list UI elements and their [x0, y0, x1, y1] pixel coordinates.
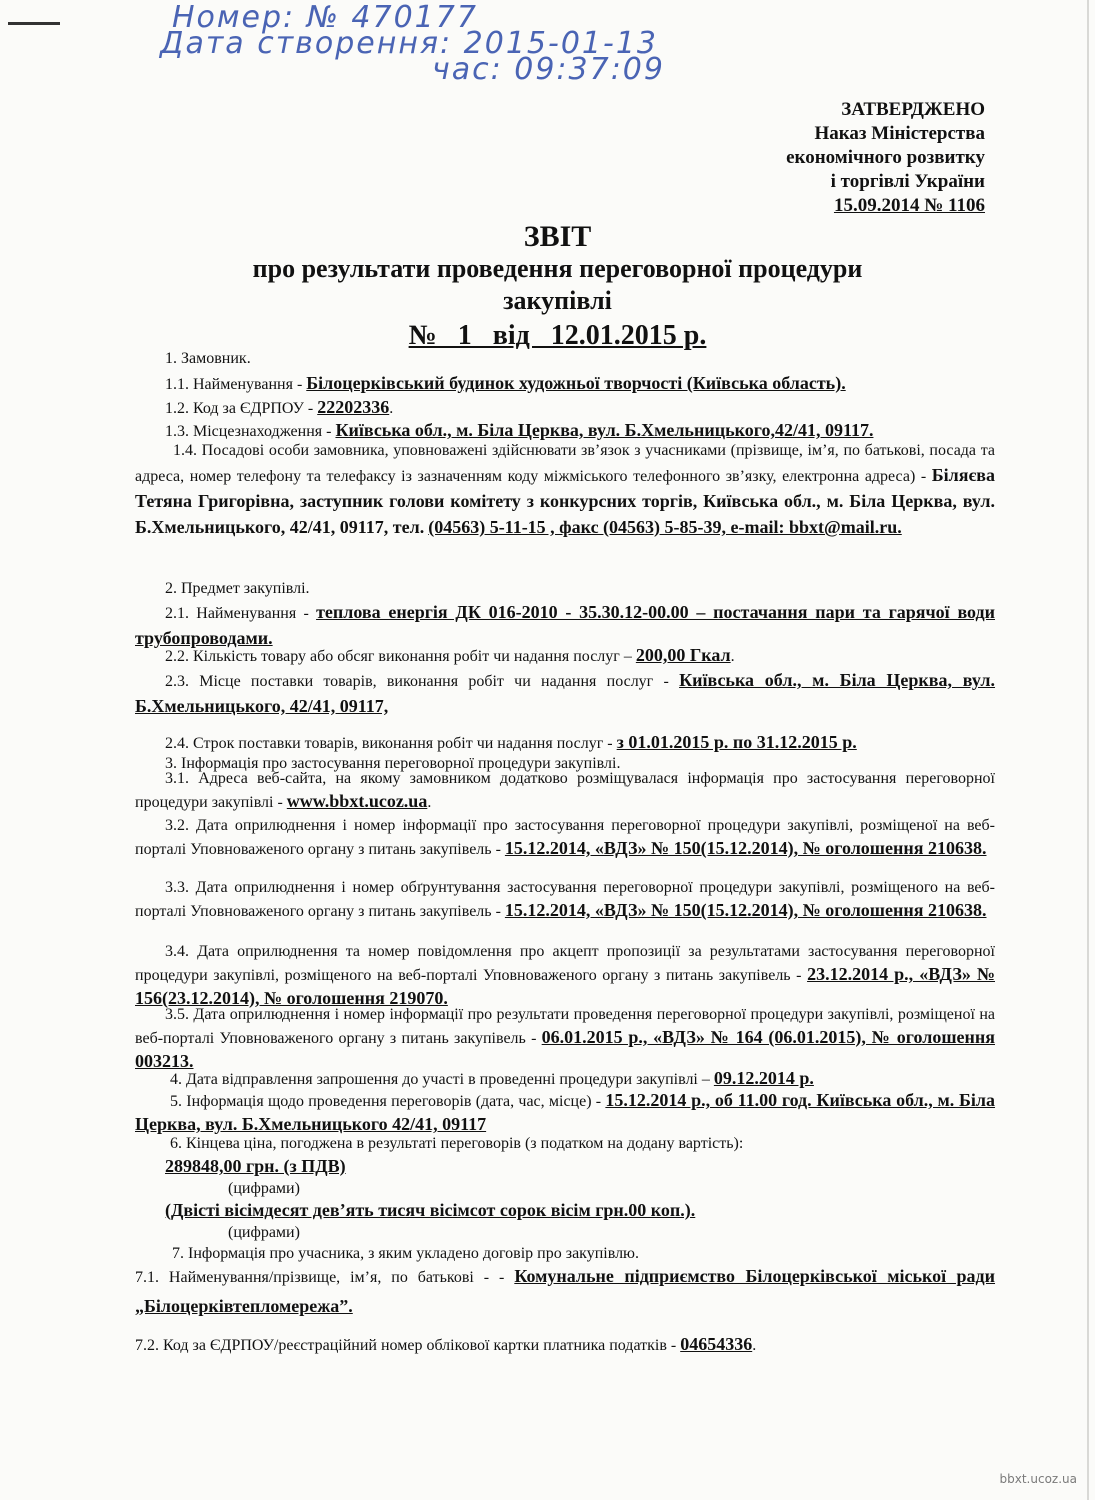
item-1-1-label: 1.1. Найменування -	[165, 376, 303, 393]
item-1-4	[135, 440, 995, 540]
report-subtitle-1: про результати проведення переговорної процедури	[252, 254, 863, 283]
item-1-1	[165, 372, 846, 396]
item-3-3	[135, 877, 995, 923]
section-6-caption-2: (цифрами)	[228, 1224, 300, 1241]
item-1-2: 1.2. Код за ЄДРПОУ - 22202336.	[165, 397, 394, 417]
section-6-label: 6. Кінцева ціна, погоджена в результаті переговорів (з податком на додану вартість):	[170, 1135, 744, 1152]
section-4-label: 4. Дата відправлення запрошення до участі в проведенні процедури закупівлі –	[170, 1071, 710, 1088]
item-7-1-value: Комунальне підприємство Білоцерківської міської ради „Білоцерківтепломережа”.	[135, 1266, 996, 1316]
item-2-1-label: 2.1. Найменування -	[165, 605, 309, 622]
section-5-value: 15.12.2014 р., об 11.00 год. Київська обл., м. Біла Церква, вул. Б.Хмельницького 42/41, 09117	[135, 1090, 996, 1134]
section-3-head: 3. Інформація про застосування переговорної процедури закупівлі.	[165, 755, 621, 772]
section-2-head: 2. Предмет закупівлі.	[165, 580, 310, 597]
section-6-amount: 289848,00 грн. (з ПДВ)	[165, 1156, 346, 1176]
item-3-2-value: 15.12.2014, «ВДЗ» № 150(15.12.2014), № оголошення 210638.	[504, 838, 987, 858]
item-3-1-label: 3.1. Адреса веб-сайта, на якому замовником додатково розміщувалася інформація про застосування переговорної процедури закупівлі -	[135, 770, 995, 811]
item-3-2-label: 3.2. Дата оприлюднення і номер інформації про застосування переговорної процедури закупівлі, розміщеної на веб-порталі Уповноваженого органу з питань закупівель -	[135, 817, 995, 858]
item-2-2: 2.2. Кількість товару або обсяг виконання робіт чи надання послуг – 200,00 Гкал.	[165, 645, 735, 665]
section-6-amount-row	[165, 1155, 346, 1179]
item-2-1-value: теплова енергія ДК 016-2010 - 35.30.12-00.00 – постачання пари та гарячої води трубопроводами.	[135, 602, 996, 648]
corner-mark	[8, 22, 60, 25]
item-1-2-value: 22202336	[317, 397, 390, 417]
approval-line-2: економічного розвитку	[786, 147, 985, 168]
item-3-4	[135, 941, 995, 1011]
item-3-1-value: www.bbxt.ucoz.ua	[286, 791, 428, 811]
approval-line-3: і торгівлі України	[830, 171, 985, 192]
item-3-5-label: 3.5. Дата оприлюднення і номер інформації про результати проведення переговорної процедури закупівлі, розміщеної на веб-порталі Уповноваженого органу з питань закупівель -	[135, 1006, 995, 1047]
item-3-3-value: 15.12.2014, «ВДЗ» № 150(15.12.2014), № оголошення 210638.	[504, 900, 987, 920]
item-3-5-value: 06.01.2015 р., «ВДЗ» № 164 (06.01.2015), № оголошення 003213.	[135, 1027, 995, 1071]
section-7-head: 7. Інформація про учасника, з яким укладено договір про закупівлю.	[172, 1245, 639, 1262]
section-1-head: 1. Замовник.	[165, 350, 251, 367]
approval-block	[786, 98, 985, 218]
item-2-3-label: 2.3. Місце поставки товарів, виконання робіт чи надання послуг -	[165, 673, 669, 690]
watermark-site: bbxt.ucoz.ua	[999, 1472, 1077, 1486]
section-6-words-row	[165, 1199, 695, 1223]
section-6-caption-1: (цифрами)	[228, 1180, 300, 1197]
approval-head: ЗАТВЕРДЖЕНО	[841, 99, 985, 120]
approval-line-1: Наказ Міністерства	[814, 123, 985, 144]
item-2-3	[135, 668, 995, 720]
report-number: № 1 від 12.01.2015 р.	[408, 320, 707, 351]
item-2-4-label: 2.4. Строк поставки товарів, виконання робіт чи надання послуг -	[165, 735, 613, 752]
item-3-3-label: 3.3. Дата оприлюднення і номер обґрунтування застосування переговорної процедури закупівлі, розміщеного на веб-порталі Уповноваженого органу з питань закупівель -	[135, 879, 995, 920]
item-1-1-value: Білоцерківський будинок художньої творчості (Київська область).	[306, 373, 846, 393]
report-title: ЗВІТ	[523, 220, 592, 253]
item-3-5	[135, 1004, 995, 1074]
item-1-3-label: 1.3. Місцезнаходження -	[165, 423, 332, 440]
item-3-2	[135, 815, 995, 861]
item-1-4-value: Біляєва Тетяна Григорівна, заступник голови комітету з конкурсних торгів, Київська обл., м. Біла Церква, вул. Б.Хмельницького, 42/41, 09117, тел.	[135, 465, 996, 537]
section-5-label: 5. Інформація щодо проведення переговорів (дата, час, місце) -	[170, 1093, 602, 1110]
item-2-4	[165, 731, 857, 755]
item-1-4-label: 1.4. Посадові особи замовника, уповноважені здійснювати зв’язок з учасниками (прізвище, ім’я, по батькові, посада та адреса, номер телефону та телефаксу із зазначенням коду міжміського телефонного зв’язку, електронна адреса) -	[135, 442, 995, 485]
item-1-2-label: 1.2. Код за ЄДРПОУ -	[165, 400, 314, 417]
item-1-3-value: Київська обл., м. Біла Церква, вул. Б.Хмельницького,42/41, 09117.	[335, 420, 874, 440]
item-7-1	[135, 1262, 995, 1322]
item-1-4-contacts: (04563) 5-11-15 , факс (04563) 5-85-39, e-mail: bbxt@mail.ru.	[428, 517, 902, 537]
item-3-1: 3.1. Адреса веб-сайта, на якому замовником додатково розміщувалася інформація про застосування переговорної процедури закупівлі - www.bbxt.ucoz.ua.	[135, 770, 995, 811]
item-3-4-label: 3.4. Дата оприлюднення та номер повідомлення про акцепт пропозиції за результатами застосування переговорної процедури закупівлі, розміщеного на веб-порталі Уповноваженого органу з питань закупівель -	[135, 943, 995, 984]
item-7-2-label: 7.2. Код за ЄДРПОУ/реєстраційний номер облікової картки платника податків -	[135, 1337, 677, 1354]
item-2-4-value: з 01.01.2015 р. по 31.12.2015 р.	[616, 732, 857, 752]
section-5	[135, 1089, 995, 1137]
report-subtitle-2: закупівлі	[503, 286, 612, 315]
item-7-1-label: 7.1. Найменування/прізвище, ім’я, по батькові - -	[135, 1269, 505, 1286]
approval-date: 15.09.2014 № 1106	[833, 195, 985, 216]
item-3-4-value: 23.12.2014 р., «ВДЗ» № 156(23.12.2014), № оголошення 219070.	[135, 964, 995, 1008]
item-7-2-tail: .	[752, 1337, 757, 1354]
item-2-3-value: Київська обл., м. Біла Церква, вул. Б.Хмельницького, 42/41, 09117,	[135, 670, 996, 716]
item-2-2-value: 200,00 Гкал	[635, 645, 731, 665]
handwritten-number: Номер: № 470177	[172, 0, 478, 35]
item-7-2-value: 04654336	[680, 1334, 753, 1354]
item-2-2-label: 2.2. Кількість товару або обсяг виконання робіт чи надання послуг –	[165, 648, 632, 665]
section-6-words: (Двісті вісімдесят дев’ять тисяч вісімсот сорок вісім грн.00 коп.).	[165, 1200, 696, 1220]
item-7-2	[135, 1333, 756, 1357]
section-4-value: 09.12.2014 р.	[713, 1068, 814, 1088]
section-4	[170, 1067, 814, 1091]
handwritten-date: Дата створення: 2015-01-13	[160, 26, 658, 61]
handwritten-time: час: 09:37:09	[432, 52, 665, 87]
